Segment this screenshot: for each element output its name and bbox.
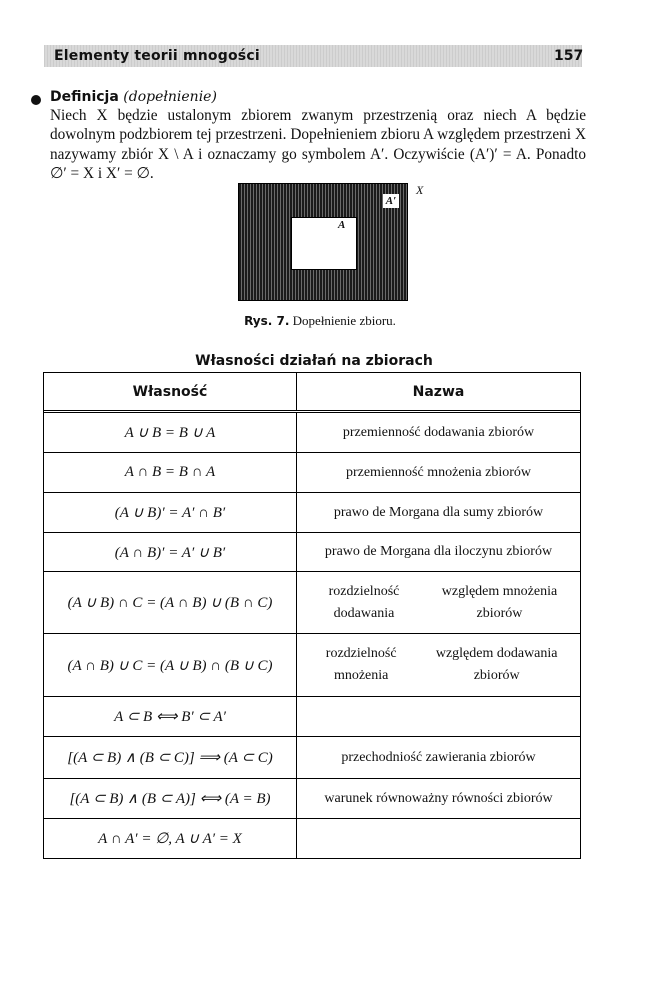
running-header-title: Elementy teorii mnogości bbox=[54, 48, 260, 64]
property-name-line-2: względem dodawania zbiorów bbox=[435, 646, 558, 683]
property-formula: A ∩ A′ = ∅, A ∪ A′ = X bbox=[44, 819, 297, 858]
property-name bbox=[297, 634, 580, 696]
figure-caption bbox=[0, 313, 640, 329]
property-name-line: rozdzielność mnożenia bbox=[325, 646, 397, 683]
definition-subtitle: (dopełnienie) bbox=[123, 89, 217, 105]
property-name bbox=[297, 572, 580, 633]
table-row bbox=[44, 737, 580, 779]
table-title: Własności działań na zbiorach bbox=[195, 353, 433, 369]
property-name bbox=[297, 453, 580, 492]
property-formula: [(A ⊂ B) ∧ (B ⊂ A)] ⟺ (A = B) bbox=[44, 779, 297, 818]
table-row bbox=[44, 533, 580, 572]
table-row bbox=[44, 453, 580, 493]
property-name-line: przechodniość zawierania zbiorów bbox=[341, 749, 536, 765]
property-name-line: prawo de Morgana dla iloczynu zbiorów bbox=[324, 544, 553, 559]
property-name bbox=[297, 819, 580, 858]
property-formula: (A ∪ B) ∩ C = (A ∩ B) ∪ (B ∩ C) bbox=[44, 572, 297, 633]
property-name bbox=[297, 533, 580, 571]
property-name bbox=[297, 737, 580, 778]
table-row bbox=[44, 413, 580, 453]
property-name bbox=[297, 413, 580, 452]
page-number: 157 bbox=[554, 48, 584, 64]
definition-body: Niech X będzie ustalonym zbiorem zwanym przestrzenią oraz niech A będzie dowolnym podzbiorem tej przestrzeni. Dopełnieniem zbioru A względem przestrzeni X nazywamy zbiór X \ A i oznaczamy go symbolem A′. Oczywiście (A′)′ = A. Ponadto ∅′ = X i X′ = ∅. bbox=[50, 107, 586, 183]
table-row bbox=[44, 819, 580, 858]
property-formula: (A ∪ B)′ = A′ ∩ B′ bbox=[44, 493, 297, 532]
property-name-line: przemienność mnożenia zbiorów bbox=[345, 464, 532, 480]
definition-term: Definicja bbox=[50, 89, 119, 105]
figure-label-a: A bbox=[338, 219, 346, 231]
property-formula: A ⊂ B ⟺ B′ ⊂ A′ bbox=[44, 697, 297, 736]
figure-caption-label: Rys. 7. bbox=[244, 314, 290, 328]
property-name-line: przemienność dodawania zbiorów bbox=[342, 424, 535, 440]
table-row bbox=[44, 697, 580, 737]
property-name bbox=[297, 779, 580, 818]
column-header-property: Własność bbox=[44, 373, 297, 410]
table-row bbox=[44, 493, 580, 533]
property-name-line-2: względem mnożenia zbiorów bbox=[441, 583, 558, 621]
property-name-line: rozdzielność dodawania bbox=[328, 583, 400, 621]
column-header-name: Nazwa bbox=[412, 383, 465, 400]
set-a-region bbox=[291, 217, 357, 270]
property-formula: [(A ⊂ B) ∧ (B ⊂ C)] ⟹ (A ⊂ C) bbox=[44, 737, 297, 778]
property-name bbox=[297, 493, 580, 532]
figure-label-x: X bbox=[416, 183, 424, 197]
bullet-icon bbox=[31, 95, 41, 105]
table-row bbox=[44, 634, 580, 697]
property-formula: (A ∩ B) ∪ C = (A ∪ B) ∩ (B ∪ C) bbox=[44, 634, 297, 696]
property-name-line: prawo de Morgana dla sumy zbiorów bbox=[333, 504, 544, 520]
property-formula: A ∩ B = B ∩ A bbox=[44, 453, 297, 492]
table-row bbox=[44, 779, 580, 819]
property-name bbox=[297, 697, 580, 736]
property-formula: A ∪ B = B ∪ A bbox=[44, 413, 297, 452]
table-header-row bbox=[44, 373, 580, 413]
table-row bbox=[44, 572, 580, 634]
figure-caption-text: Dopełnienie zbioru. bbox=[292, 313, 396, 328]
property-name-line: warunek równoważny równości zbiorów bbox=[324, 790, 553, 806]
property-formula: (A ∩ B)′ = A′ ∪ B′ bbox=[44, 533, 297, 571]
properties-table bbox=[43, 372, 581, 859]
definition-heading bbox=[50, 89, 217, 105]
figure-label-a-complement: A′ bbox=[383, 194, 399, 208]
